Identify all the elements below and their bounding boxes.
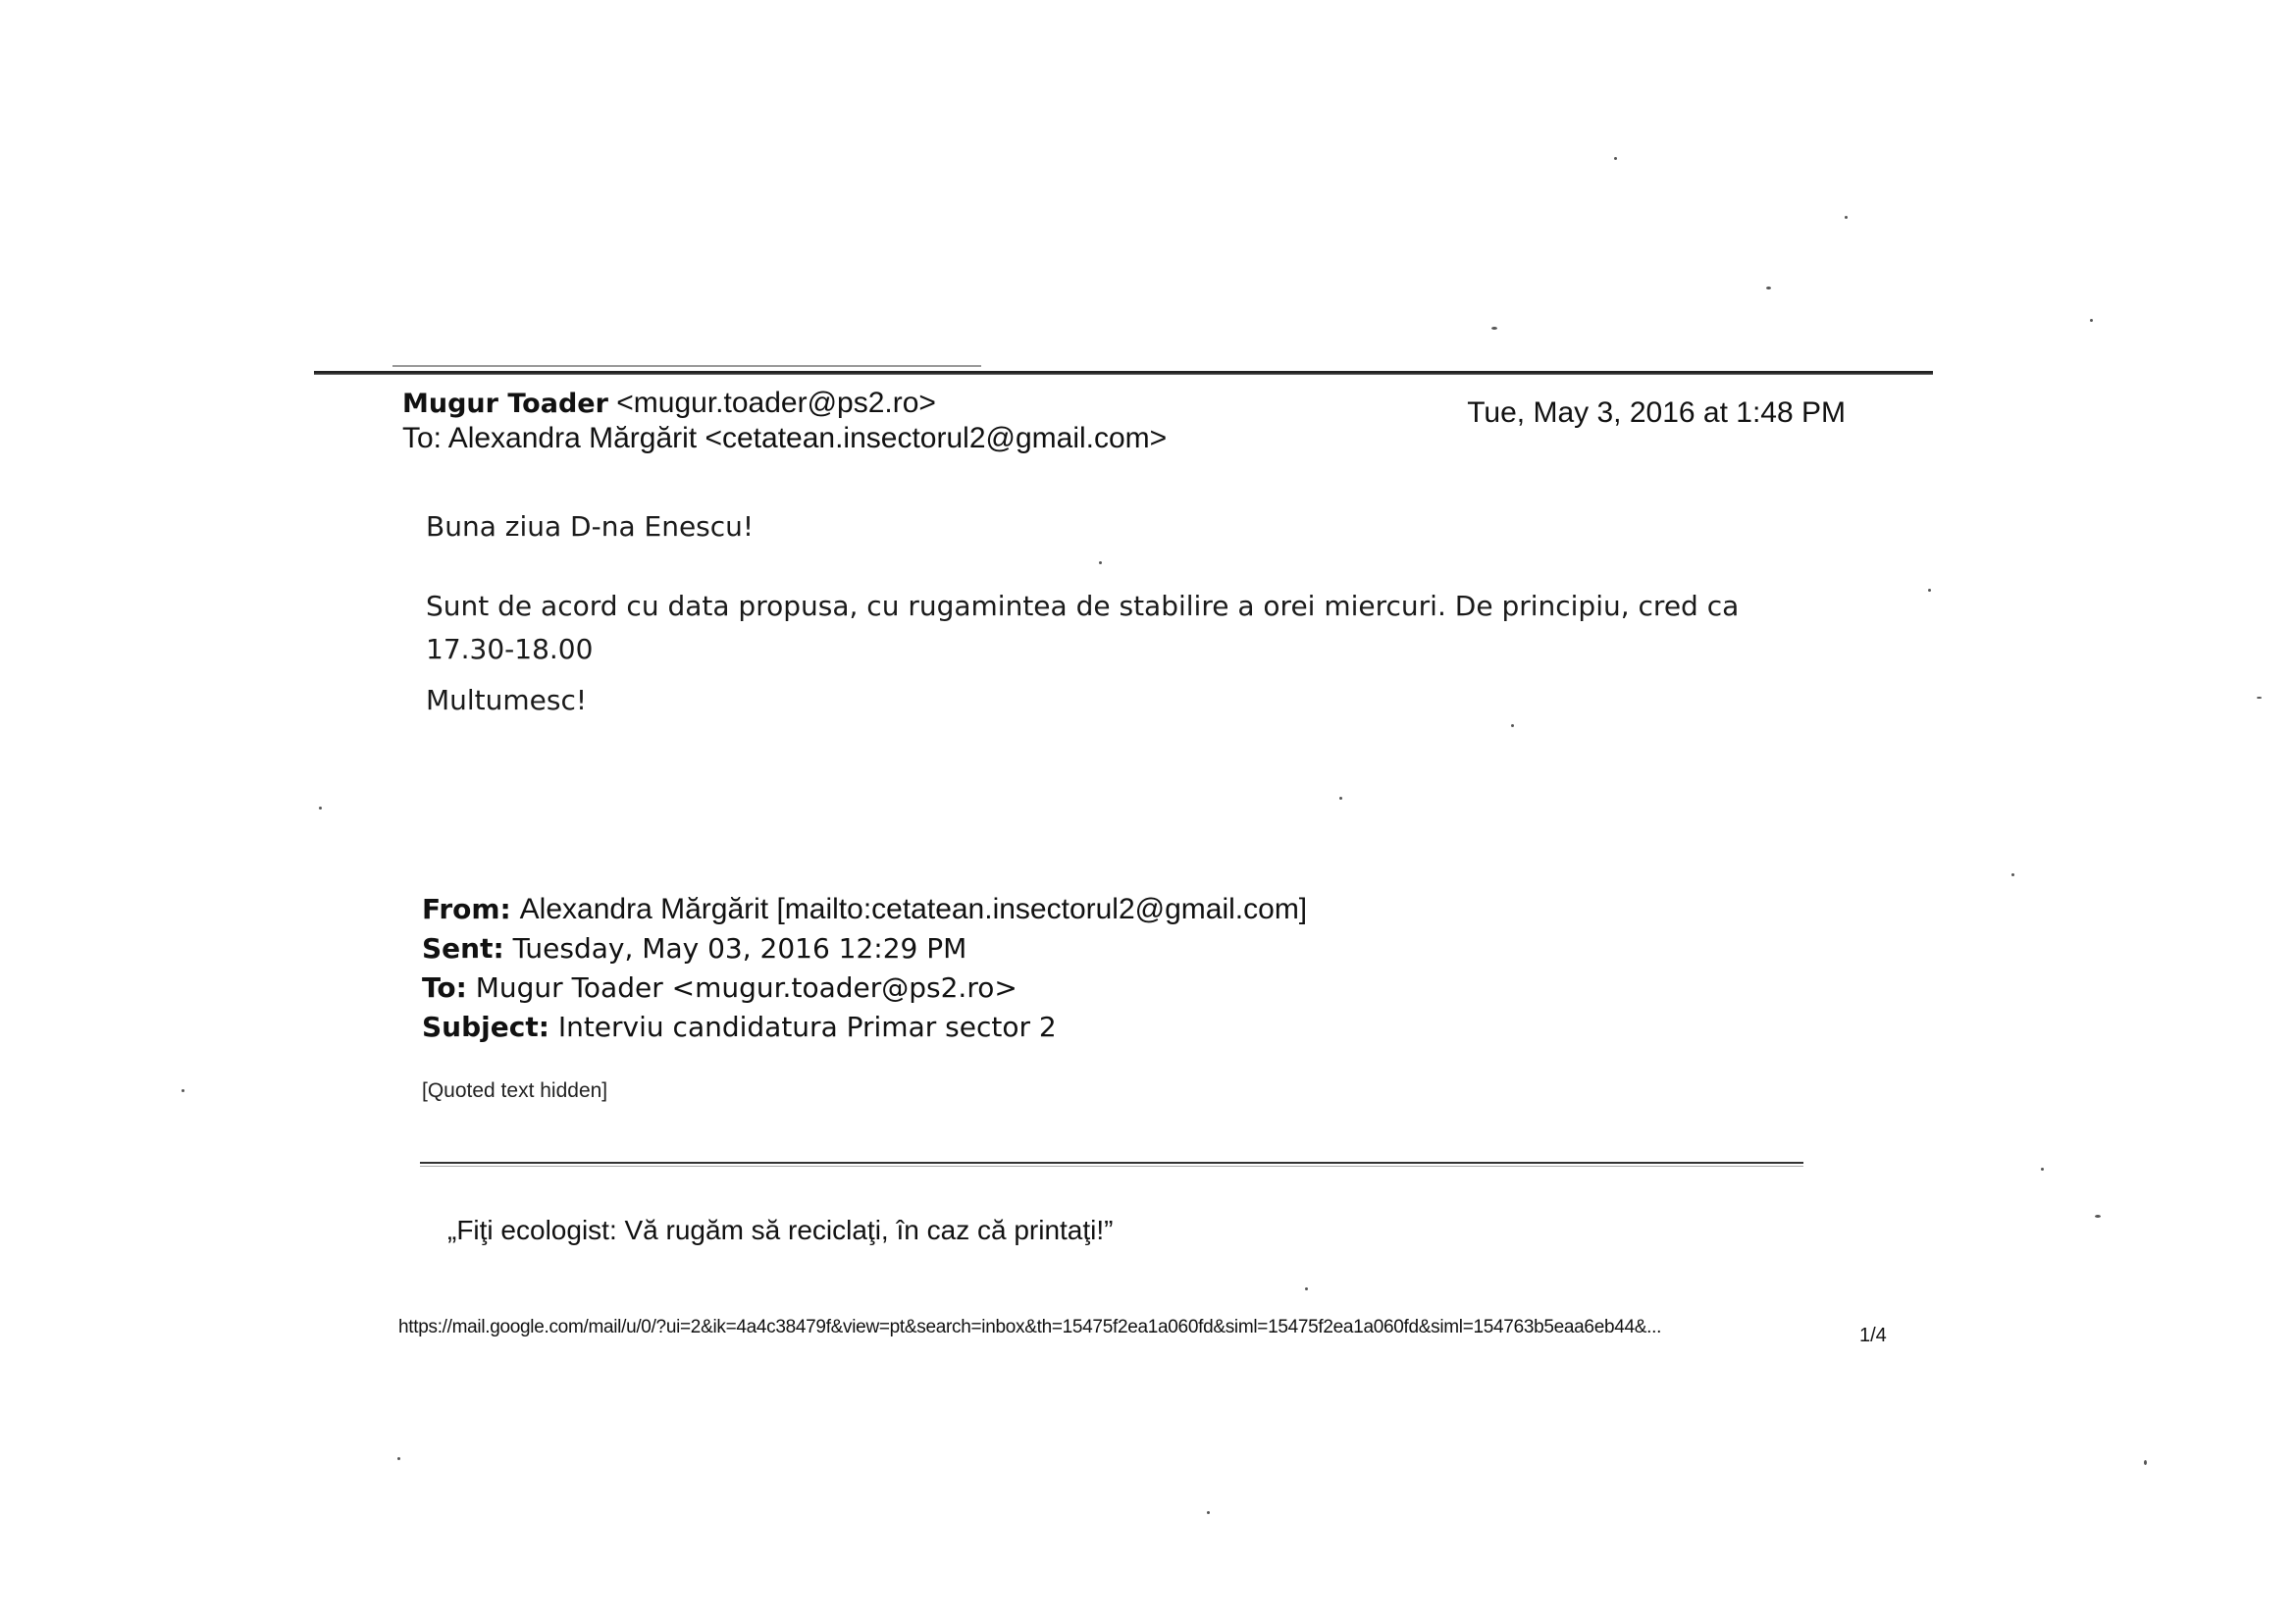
forwarded-from — [422, 893, 1307, 926]
scan-speck — [1491, 327, 1497, 330]
forwarded-to — [422, 971, 1018, 1004]
eco-signature: „Fiţi ecologist: Vă rugăm să reciclaţi, în caz că printaţi!” — [447, 1215, 1114, 1245]
scan-speck — [2041, 1168, 2044, 1171]
signature-rule — [420, 1162, 1803, 1164]
scan-speck — [2144, 1460, 2147, 1465]
recipient-line: To: Alexandra Mărgărit <cetatean.insectorul2@gmail.com> — [402, 422, 1168, 454]
sender-name: Mugur Toader — [402, 389, 608, 419]
header-rule — [314, 371, 1933, 375]
quoted-text-hidden: [Quoted text hidden] — [422, 1079, 608, 1102]
forwarded-from-value: Alexandra Mărgărit [mailto:cetatean.insectorul2@gmail.com] — [519, 893, 1308, 925]
scan-speck — [397, 1457, 400, 1460]
scan-speck — [1339, 797, 1342, 800]
scan-speck — [1305, 1287, 1308, 1290]
header-rule-shadow — [392, 365, 981, 367]
forwarded-from-label: From: — [422, 893, 511, 925]
forwarded-sent-value: Tuesday, May 03, 2016 12:29 PM — [512, 932, 967, 965]
closing: Multumesc! — [426, 684, 588, 716]
forwarded-subject-value: Interviu candidatura Primar sector 2 — [557, 1011, 1057, 1043]
scan-speck — [2257, 697, 2262, 699]
greeting: Buna ziua D-na Enescu! — [426, 510, 755, 543]
body-paragraph: Sunt de acord cu data propusa, cu rugamintea de stabilire a orei miercuri. De principiu, cred ca 17.30-18.00 — [426, 590, 1740, 665]
scan-speck — [1928, 589, 1931, 592]
print-footer-page-number: 1/4 — [1859, 1325, 1887, 1346]
forwarded-to-value: Mugur Toader <mugur.toader@ps2.ro> — [475, 971, 1018, 1004]
scan-speck — [1766, 287, 1771, 289]
scan-speck — [1511, 724, 1514, 727]
scan-speck — [182, 1089, 184, 1092]
scan-speck — [1099, 561, 1102, 564]
forwarded-subject-label: Subject: — [422, 1011, 549, 1043]
scan-speck — [1207, 1511, 1210, 1514]
forwarded-subject — [422, 1011, 1057, 1043]
signature-rule-shadow — [420, 1166, 1803, 1167]
scan-speck — [2095, 1215, 2101, 1218]
forwarded-sent — [422, 932, 966, 965]
print-footer-url: https://mail.google.com/mail/u/0/?ui=2&ik=4a4c38479f&view=pt&search=inbox&th=15475f2ea1a060fd&siml=15475f2ea1a060fd&siml=154763b5eaa6eb44&... — [398, 1317, 1662, 1337]
scan-speck — [2011, 873, 2014, 876]
forwarded-sent-label: Sent: — [422, 932, 504, 965]
scan-speck — [319, 807, 322, 810]
scan-speck — [2090, 319, 2093, 322]
sender-email: <mugur.toader@ps2.ro> — [616, 387, 936, 419]
scan-speck — [1614, 157, 1617, 160]
sender-line — [402, 387, 936, 420]
forwarded-to-label: To: — [422, 971, 467, 1004]
scan-speck — [1845, 216, 1848, 219]
message-date: Tue, May 3, 2016 at 1:48 PM — [1467, 396, 1846, 429]
